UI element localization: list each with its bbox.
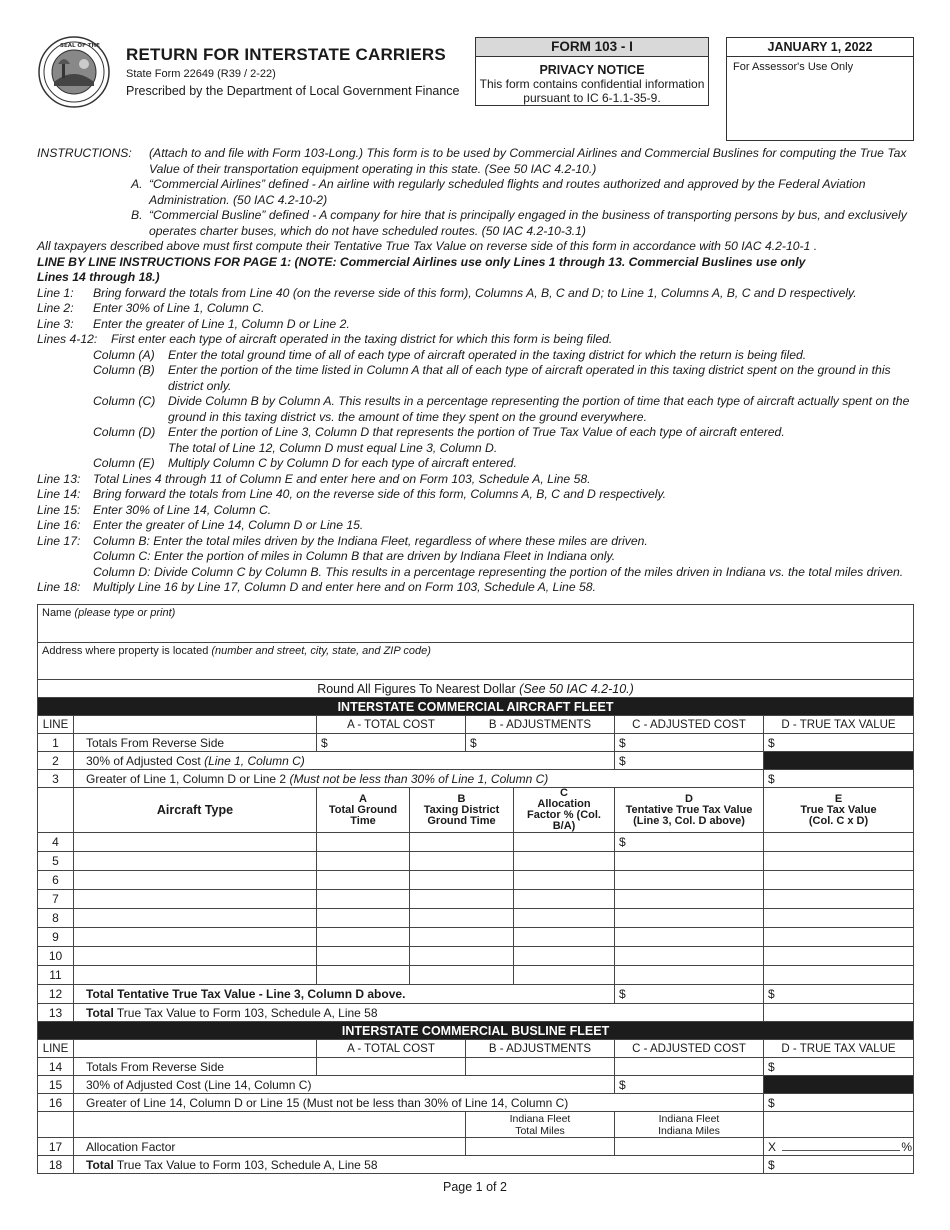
line-2-text: 30% of Adjusted Cost [86, 753, 201, 768]
line-12-true-tax-total[interactable]: $ [764, 985, 914, 1004]
indiana-state-seal [38, 36, 110, 108]
column-label: Column (A) [93, 347, 155, 362]
address-label: Address where property is located [42, 645, 209, 657]
col-header-adjustments: B - ADJUSTMENTS [466, 716, 615, 734]
col-header-total-cost: A - TOTAL COST [317, 716, 466, 734]
column-label: Column (C) [93, 394, 156, 408]
multiply-sign: X [768, 1139, 777, 1154]
tentative-value-input[interactable] [615, 871, 764, 890]
instructions-intro-text: (Attach to and file with Form 103-Long.) This form is to be used by Commercial Airlines and Commercial Buslines for computing the True Tax Value of their transportation equipment operating in this state. (See 50 IAC 4.2-10.) [149, 146, 907, 176]
allocation-input[interactable] [514, 909, 615, 928]
column-text: Divide Column B by Column A. This results in a percentage representing the portion of time that each type of aircraft actually spent on the ground in this taxing district vs. the amount of time they spent on the ground everywhere. [168, 394, 910, 424]
form-table [37, 604, 914, 1174]
aircraft-type-input[interactable] [74, 966, 317, 985]
col-header-adjusted-cost: C - ADJUSTED COST [615, 1040, 764, 1058]
row-line-number: 7 [38, 890, 74, 909]
column-a-instruction [37, 348, 917, 364]
line-2-row: 2 30% of Adjusted Cost (Line 1, Column C) $ [38, 752, 914, 770]
col-header-line: LINE [38, 1040, 74, 1058]
line-1-row: 1 Totals From Reverse Side $ $ $ $ [38, 734, 914, 752]
aircraft-row [38, 852, 914, 871]
assessment-date: JANUARY 1, 2022 [727, 38, 913, 57]
true-tax-value-input[interactable] [764, 833, 914, 852]
line-16-instruction [37, 518, 917, 534]
fleet-indiana-miles-header: Indiana Fleet Indiana Miles [615, 1112, 764, 1138]
ground-time-input[interactable] [317, 871, 410, 890]
district-time-input[interactable] [410, 852, 514, 871]
svg-text:SEAL OF THE: SEAL OF THE [60, 43, 100, 49]
line-13-bold: Total [86, 1005, 114, 1020]
line-12-row: 12 Total Tentative True Tax Value - Line 3, Column D above. $ $ [38, 985, 914, 1004]
line-text: Bring forward the totals from Line 40, on the reverse side of this form, Columns A, B, C and D respectively. [93, 487, 667, 501]
true-tax-value-input[interactable] [764, 871, 914, 890]
line-15-label: 30% of Adjusted Cost (Line 14, Column C) [74, 1076, 615, 1094]
col-header-line: LINE [38, 716, 74, 734]
aircraft-row [38, 928, 914, 947]
line-3-label [74, 770, 764, 788]
line-text: Multiply Line 16 by Line 17, Column D and enter here and on Form 103, Schedule A, Line 58. [93, 580, 596, 594]
ground-time-input[interactable] [317, 890, 410, 909]
instruction-a-text: “Commercial Airlines” defined - An airline with regularly scheduled flights and routes authorized and approved by the Federal Aviation Administration. (50 IAC 4.2-10-2) [149, 177, 866, 207]
aircraft-row [38, 909, 914, 928]
aircraft-section-title: INTERSTATE COMMERCIAL AIRCRAFT FLEET [38, 698, 914, 716]
column-label: Column (E) [93, 456, 155, 470]
line-18-value[interactable]: $ [764, 1156, 914, 1174]
ground-time-input[interactable] [317, 966, 410, 985]
true-tax-value-input[interactable] [764, 966, 914, 985]
true-tax-value-input[interactable] [764, 890, 914, 909]
line-3-row: 3 Greater of Line 1, Column D or Line 2 (Must not be less than 30% of Line 1, Column C) $ [38, 770, 914, 788]
form-title: RETURN FOR INTERSTATE CARRIERS [126, 45, 446, 64]
column-text: Enter the total ground time of all of each type of aircraft operated in the taxing district for which the return is being filed. [168, 347, 807, 362]
line-label: Lines 4-12: [37, 332, 98, 346]
row-line-number: 8 [38, 909, 74, 928]
name-hint: (please type or print) [74, 607, 176, 619]
lines-4-12-instruction [37, 332, 917, 348]
instruction-a [37, 177, 917, 208]
line-14-adjusted-cost[interactable] [615, 1058, 764, 1076]
line-text: Column C: Enter the portion of miles in Column B that are driven by Indiana Fleet in Indiana only. [93, 549, 616, 563]
line-3-true-tax-value[interactable]: $ [764, 770, 914, 788]
column-d-instruction [37, 425, 917, 456]
instruction-b [37, 208, 917, 239]
row-line-number: 11 [38, 966, 74, 985]
tentative-value-input[interactable] [615, 852, 764, 871]
col-header-true-tax-value: D - TRUE TAX VALUE [764, 1040, 914, 1058]
assessor-box [726, 37, 914, 141]
true-tax-value-input[interactable] [764, 909, 914, 928]
col-header-total-cost: A - TOTAL COST [317, 1040, 466, 1058]
line-15-adjusted-cost[interactable]: $ [615, 1076, 764, 1094]
line-label: Line 13: [37, 471, 81, 486]
ground-time-input[interactable] [317, 852, 410, 871]
line-2-instruction [37, 301, 917, 317]
col-header-adjustments: B - ADJUSTMENTS [466, 1040, 615, 1058]
aircraft-type-input[interactable] [74, 909, 317, 928]
line-17-total-miles[interactable] [466, 1138, 615, 1156]
col-header-true-tax-value: D - TRUE TAX VALUE [764, 716, 914, 734]
line-2-label [74, 752, 615, 770]
instruction-b-text: “Commercial Busline” defined - A company for hire that is principally engaged in the business of transporting persons by bus, and exclusively operates charter buses, which do not have scheduled routes. (50 IAC 4.2-10-3.1) [149, 208, 907, 238]
aircraft-type-header: Aircraft Type [74, 788, 317, 833]
line-text: Enter 30% of Line 1, Column C. [93, 301, 265, 315]
line-18-instruction [37, 580, 917, 596]
line-18-label [74, 1156, 764, 1174]
line-text: Column D: Divide Column C by Column B. This results in a percentage representing the portion of the miles driven in Indiana vs. the total miles driven. [93, 564, 904, 579]
district-time-input[interactable] [410, 890, 514, 909]
line-16-row: 16 Greater of Line 14, Column D or Line 15 (Must not be less than 30% of Line 14, Column C) $ [38, 1094, 914, 1112]
allocation-input[interactable] [514, 966, 615, 985]
line-15-row: 15 30% of Adjusted Cost (Line 14, Column C) $ [38, 1076, 914, 1094]
column-text: Enter the portion of Line 3, Column D that represents the portion of True Tax Value of each type of aircraft entered. [168, 425, 785, 439]
line-13-label [74, 1004, 764, 1022]
allocation-input[interactable] [514, 833, 615, 852]
form-number: FORM 103 - I [476, 38, 708, 57]
line-3-ref: (Must not be less than 30% of Line 1, Column C) [289, 771, 549, 786]
line-label: Line 18: [37, 580, 81, 594]
col-header-blank [74, 716, 317, 734]
district-time-input[interactable] [410, 928, 514, 947]
ground-time-input[interactable] [317, 947, 410, 966]
line-1-total-cost[interactable]: $ [317, 734, 466, 752]
tentative-value-input[interactable] [615, 966, 764, 985]
district-time-input[interactable] [410, 909, 514, 928]
column-c-instruction [37, 394, 917, 425]
line-14-true-tax-value[interactable]: $ [764, 1058, 914, 1076]
ac-col-a-header: A Total Ground Time [317, 788, 410, 833]
row-line-number: 5 [38, 852, 74, 871]
line-2-blocked [764, 752, 914, 770]
line-17-indiana-miles[interactable] [615, 1138, 764, 1156]
district-time-input[interactable] [410, 966, 514, 985]
form-id-box [475, 37, 709, 106]
tentative-value-input[interactable] [615, 928, 764, 947]
line-label: Line 1: [37, 285, 74, 300]
line-1-instruction [37, 286, 917, 302]
allocation-input[interactable] [514, 890, 615, 909]
instructions-label: INSTRUCTIONS: [37, 146, 132, 160]
line-2-adjusted-cost[interactable]: $ [615, 752, 764, 770]
line-18-bold: Total [86, 1157, 114, 1172]
instruction-a-label: A. [131, 177, 143, 191]
line-15-instruction [37, 503, 917, 519]
line-17-row: 17 Allocation Factor X % [38, 1138, 914, 1156]
aircraft-row [38, 871, 914, 890]
district-time-input[interactable] [410, 833, 514, 852]
aircraft-header-row [38, 788, 914, 833]
column-e-instruction [37, 456, 917, 472]
line-12-tentative-total[interactable]: $ [615, 985, 764, 1004]
privacy-text: This form contains confidential information pursuant to IC 6-1.1-35-9. [479, 77, 705, 105]
fleet-miles-blank [74, 1112, 466, 1138]
ac-col-d-header: D Tentative True Tax Value (Line 3, Col. D above) [615, 788, 764, 833]
ac-col-e-header: E True Tax Value (Col. C x D) [764, 788, 914, 833]
row-line-number: 9 [38, 928, 74, 947]
line-1-adjusted-cost[interactable]: $ [615, 734, 764, 752]
allocation-input[interactable] [514, 947, 615, 966]
line-14-adjustments[interactable] [466, 1058, 615, 1076]
column-label: Column (D) [93, 425, 156, 439]
aircraft-type-input[interactable] [74, 947, 317, 966]
privacy-notice [476, 57, 708, 105]
aircraft-type-input[interactable] [74, 852, 317, 871]
line-text: Enter 30% of Line 14, Column C. [93, 502, 272, 517]
line-13-instruction [37, 472, 917, 488]
line-text: Enter the greater of Line 1, Column D or Line 2. [93, 316, 350, 331]
line-17-label: Allocation Factor [74, 1138, 466, 1156]
line-label: Line 14: [37, 487, 81, 501]
percent-sign: % [901, 1140, 913, 1154]
ac-col-b-header: B Taxing District Ground Time [410, 788, 514, 833]
line-14-label: Totals From Reverse Side [74, 1058, 317, 1076]
line-16-true-tax-value[interactable]: $ [764, 1094, 914, 1112]
column-b-instruction [37, 363, 917, 394]
allocation-input[interactable] [514, 928, 615, 947]
aircraft-type-input[interactable] [74, 871, 317, 890]
line-text: First enter each type of aircraft operated in the taxing district for which this form is being filed. [111, 332, 613, 346]
ground-time-input[interactable] [317, 909, 410, 928]
line-15-blocked [764, 1076, 914, 1094]
fleet-miles-header-row [38, 1112, 914, 1138]
ground-time-input[interactable] [317, 928, 410, 947]
rounding-note [38, 680, 914, 698]
line-12-label: Total Tentative True Tax Value - Line 3, Column D above. [74, 985, 615, 1004]
line-13-text: True Tax Value to Form 103, Schedule A, Line 58 [116, 1005, 378, 1020]
privacy-title: PRIVACY NOTICE [539, 63, 645, 77]
line-1-label: Totals From Reverse Side [74, 734, 317, 752]
address-field[interactable] [38, 643, 914, 680]
column-label: Column (B) [93, 363, 155, 377]
column-text: Enter the portion of the time listed in Column A that all of each type of aircraft operated in this taxing district spent on the ground in this district only. [168, 363, 891, 393]
true-tax-value-input[interactable] [764, 928, 914, 947]
line-label: Line 15: [37, 502, 81, 517]
tentative-value-input[interactable]: $ [615, 833, 764, 852]
aircraft-row [38, 947, 914, 966]
name-field[interactable] [38, 605, 914, 643]
line-text: Column B: Enter the total miles driven by the Indiana Fleet, regardless of where these miles are driven. [93, 533, 648, 548]
line-13-row: 13 Total True Tax Value to Form 103, Schedule A, Line 58 [38, 1004, 914, 1022]
aircraft-type-input[interactable] [74, 833, 317, 852]
busline-section-title: INTERSTATE COMMERCIAL BUSLINE FLEET [38, 1022, 914, 1040]
line-by-line-heading: LINE BY LINE INSTRUCTIONS FOR PAGE 1: (NOTE: Commercial Airlines use only Lines 1 through 13. Commercial Buslines use only Lines 14 through 18.) [37, 254, 806, 284]
round-note-ref: (See 50 IAC 4.2-10.) [519, 681, 634, 696]
aircraft-type-input[interactable] [74, 928, 317, 947]
line-14-row: 14 Totals From Reverse Side $ [38, 1058, 914, 1076]
row-line-number: 10 [38, 947, 74, 966]
all-taxpayers-note: All taxpayers described above must first compute their Tentative True Tax Value on reverse side of this form in accordance with 50 IAC 4.2-10-1 . [37, 239, 818, 253]
ac-col-c-header: C Allocation Factor % (Col. B/A) [514, 788, 615, 833]
row-line-number: 4 [38, 833, 74, 852]
line-label: Line 17: [37, 533, 81, 548]
allocation-input[interactable] [514, 852, 615, 871]
line-label: Line 16: [37, 518, 81, 532]
line-1-adjustments[interactable]: $ [466, 734, 615, 752]
name-label: Name [42, 607, 72, 619]
line-2-ref: (Line 1, Column C) [204, 753, 305, 768]
line-text: Enter the greater of Line 14, Column D or Line 15. [93, 518, 364, 532]
line-18-row: 18 Total True Tax Value to Form 103, Schedule A, Line 58 $ [38, 1156, 914, 1174]
line-label: Line 3: [37, 316, 74, 331]
row-line-number: 6 [38, 871, 74, 890]
aircraft-row [38, 966, 914, 985]
assessor-use-label: For Assessor's Use Only [733, 61, 854, 73]
line-3-text: Greater of Line 1, Column D or Line 2 [86, 771, 287, 786]
line-1-true-tax-value[interactable]: $ [764, 734, 914, 752]
state-form-number: State Form 22649 (R39 / 2-22) [126, 68, 276, 80]
line-text: Total Lines 4 through 11 of Column E and enter here and on Form 103, Schedule A, Line 58. [93, 471, 591, 486]
aircraft-row [38, 890, 914, 909]
round-note-text: Round All Figures To Nearest Dollar [317, 681, 516, 696]
line-3-instruction [37, 317, 917, 333]
line-14-instruction [37, 487, 917, 503]
line-18-text: True Tax Value to Form 103, Schedule A, Line 58 [116, 1157, 378, 1172]
true-tax-value-input[interactable] [764, 852, 914, 871]
col-header-blank [74, 1040, 317, 1058]
line-13-value[interactable] [764, 1004, 914, 1022]
line-17-allocation-factor[interactable] [764, 1138, 914, 1156]
instructions-intro [37, 146, 917, 177]
tentative-value-input[interactable] [615, 909, 764, 928]
fleet-total-miles-header: Indiana Fleet Total Miles [466, 1112, 615, 1138]
district-time-input[interactable] [410, 871, 514, 890]
prescribed-by: Prescribed by the Department of Local Government Finance [126, 84, 460, 98]
allocation-input[interactable] [514, 871, 615, 890]
tentative-value-input[interactable] [615, 947, 764, 966]
page-number: Page 1 of 2 [443, 1180, 507, 1194]
line-text: Bring forward the totals from Line 40 (on the reverse side of this form), Columns A, B, C and D; to Line 1, Columns A, B, C and D respectively. [93, 285, 857, 300]
column-text: Multiply Column C by Column D for each type of aircraft entered. [168, 456, 517, 470]
col-header-adjusted-cost: C - ADJUSTED COST [615, 716, 764, 734]
line-16-label: Greater of Line 14, Column D or Line 15 (Must not be less than 30% of Line 14, Column C) [74, 1094, 764, 1112]
true-tax-value-input[interactable] [764, 947, 914, 966]
aircraft-type-input[interactable] [74, 890, 317, 909]
tentative-value-input[interactable] [615, 890, 764, 909]
instructions [37, 146, 917, 596]
ground-time-input[interactable] [317, 833, 410, 852]
district-time-input[interactable] [410, 947, 514, 966]
aircraft-row [38, 833, 914, 852]
line-17-instruction [37, 534, 917, 581]
line-14-total-cost[interactable] [317, 1058, 466, 1076]
instruction-b-label: B. [131, 208, 143, 222]
line-label: Line 2: [37, 301, 74, 315]
address-hint: (number and street, city, state, and ZIP code) [211, 645, 431, 657]
column-text: The total of Line 12, Column D must equal Line 3, Column D. [168, 440, 498, 455]
